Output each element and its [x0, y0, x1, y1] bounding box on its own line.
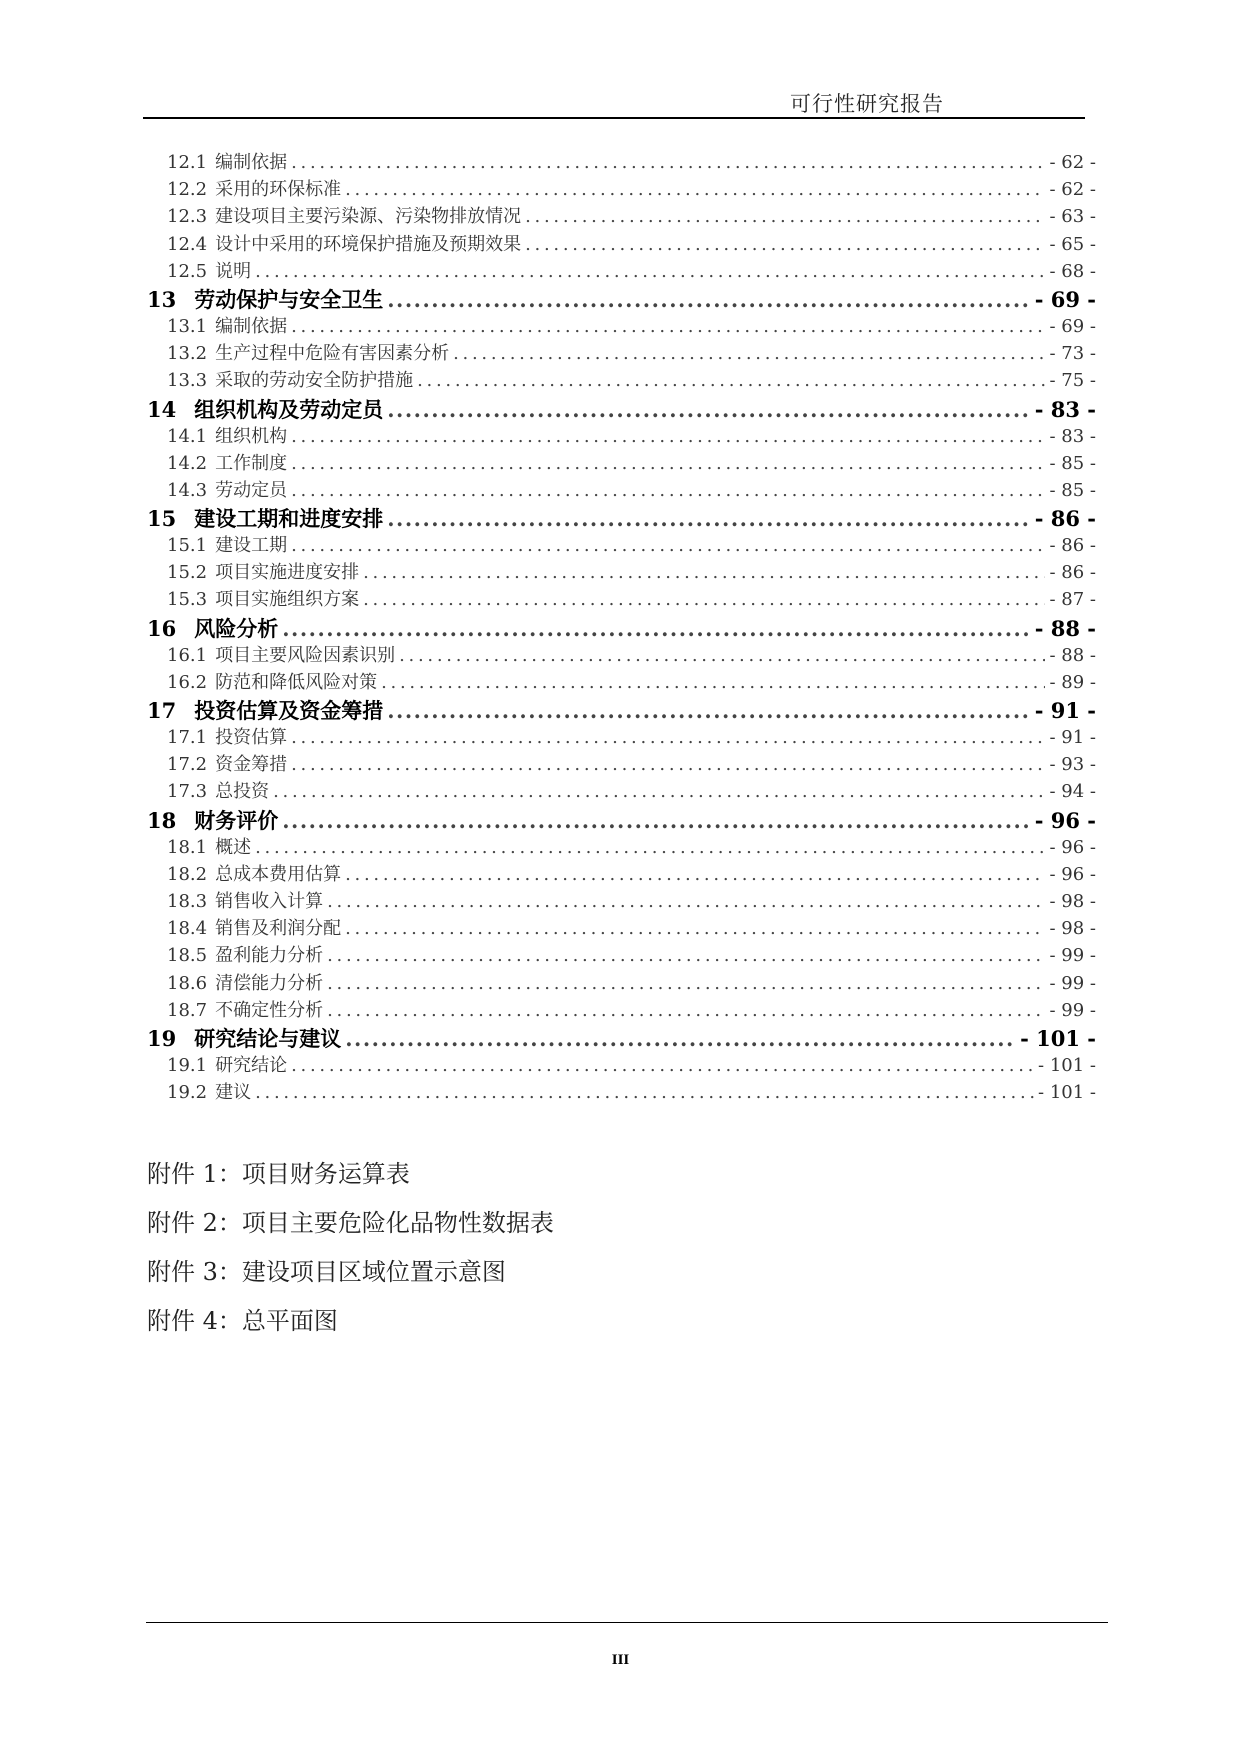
toc-entry-page: - 73 -	[1049, 343, 1096, 365]
toc-dot-leader	[381, 672, 1045, 693]
toc-entry-page: - 83 -	[1049, 425, 1096, 447]
toc-entry-label: 资金筹措	[215, 754, 288, 776]
toc-entry-label: 劳动定员	[215, 479, 288, 501]
toc-dot-leader	[387, 287, 1030, 312]
toc-entry-number: 16	[147, 615, 177, 641]
toc-entry-label: 财务评价	[194, 807, 279, 833]
toc-section-entry[interactable]	[147, 558, 1096, 585]
toc-entry-page: - 91 -	[1034, 698, 1096, 723]
attachment-item: 附件 1：项目财务运算表	[147, 1160, 410, 1188]
toc-entry-page: - 86 -	[1049, 535, 1096, 557]
toc-dot-leader	[291, 754, 1045, 775]
toc-dot-leader	[363, 589, 1045, 610]
toc-entry-page: - 83 -	[1034, 396, 1096, 422]
toc-entry-page: - 99 -	[1049, 999, 1096, 1021]
toc-entry-label: 编制依据	[215, 315, 288, 337]
toc-entry-number: 13	[147, 286, 177, 312]
toc-entry-page: - 69 -	[1049, 315, 1096, 337]
toc-entry-page: - 86 -	[1049, 562, 1096, 584]
toc-entry-page: - 68 -	[1049, 260, 1096, 282]
toc-dot-leader	[291, 152, 1045, 173]
toc-entry-number: 18.6	[167, 972, 208, 994]
toc-dot-leader	[387, 397, 1030, 422]
toc-dot-leader	[327, 973, 1045, 994]
toc-chapter-entry[interactable]	[147, 613, 1096, 641]
toc-entry-label: 总成本费用估算	[215, 863, 342, 885]
toc-entry-label: 劳动保护与安全卫生	[194, 286, 384, 312]
attachments-list	[147, 1150, 554, 1346]
toc-entry-number: 18.4	[167, 918, 208, 940]
toc-section-entry[interactable]	[147, 148, 1096, 175]
toc-dot-leader	[327, 945, 1045, 966]
toc-entry-label: 建设工期和进度安排	[194, 506, 384, 532]
toc-entry-number: 17.2	[167, 754, 208, 776]
toc-entry-label: 说明	[215, 260, 252, 282]
toc-entry-number: 18.7	[167, 999, 208, 1021]
toc-section-entry[interactable]	[147, 449, 1096, 476]
toc-entry-label: 风险分析	[194, 615, 279, 641]
toc-dot-leader	[345, 864, 1045, 885]
toc-entry-number: 12.1	[167, 152, 208, 173]
toc-dot-leader	[291, 453, 1045, 474]
toc-section-entry[interactable]	[147, 476, 1096, 503]
toc-entry-number: 15.1	[167, 535, 208, 557]
toc-section-entry[interactable]	[147, 422, 1096, 449]
toc-entry-page: - 85 -	[1049, 452, 1096, 474]
attachment-item: 附件 4：总平面图	[147, 1307, 338, 1335]
toc-entry-page: - 88 -	[1034, 615, 1096, 641]
toc-dot-leader	[291, 1055, 1034, 1076]
toc-entry-page: - 69 -	[1034, 286, 1096, 312]
toc-dot-leader	[345, 1026, 1016, 1051]
toc-section-entry[interactable]	[147, 531, 1096, 558]
toc-entry-page: - 101 -	[1038, 1082, 1096, 1104]
toc-section-entry[interactable]	[147, 257, 1096, 284]
toc-entry-number: 18.5	[167, 945, 208, 967]
toc-section-entry[interactable]	[147, 202, 1096, 229]
toc-section-entry[interactable]	[147, 585, 1096, 612]
toc-entry-page: - 101 -	[1038, 1054, 1096, 1076]
toc-section-entry[interactable]	[147, 887, 1096, 914]
toc-entry-page: - 65 -	[1049, 233, 1096, 255]
toc-entry-number: 19.1	[167, 1054, 208, 1076]
toc-entry-label: 盈利能力分析	[215, 945, 324, 967]
toc-section-entry[interactable]	[147, 750, 1096, 777]
toc-entry-number: 15	[147, 506, 177, 532]
toc-section-entry[interactable]	[147, 641, 1096, 668]
toc-entry-number: 14	[147, 396, 177, 422]
toc-entry-label: 采取的劳动安全防护措施	[215, 370, 414, 392]
toc-entry-page: - 98 -	[1049, 918, 1096, 940]
toc-entry-label: 概述	[215, 836, 252, 858]
toc-entry-label: 项目主要风险因素识别	[215, 644, 396, 666]
toc-entry-page: - 63 -	[1049, 206, 1096, 228]
toc-entry-page: - 91 -	[1049, 727, 1096, 748]
toc-entry-label: 建设工期	[215, 535, 288, 557]
toc-entry-page: - 101 -	[1020, 1025, 1096, 1051]
toc-entry-page: - 94 -	[1049, 781, 1096, 803]
toc-chapter-entry[interactable]	[147, 1023, 1096, 1051]
toc-entry-page: - 75 -	[1049, 370, 1096, 392]
toc-dot-leader	[282, 808, 1030, 833]
toc-entry-number: 19	[147, 1025, 177, 1051]
toc-entry-label: 组织机构及劳动定员	[194, 396, 384, 422]
toc-entry-label: 组织机构	[215, 425, 288, 447]
toc-section-entry[interactable]	[147, 366, 1096, 393]
toc-entry-page: - 96 -	[1049, 836, 1096, 858]
toc-entry-label: 项目实施进度安排	[215, 562, 360, 584]
toc-entry-page: - 87 -	[1049, 589, 1096, 611]
toc-dot-leader	[345, 179, 1045, 200]
toc-entry-label: 清偿能力分析	[215, 972, 324, 994]
toc-entry-page: - 85 -	[1049, 479, 1096, 501]
toc-entry-page: - 89 -	[1049, 671, 1096, 693]
toc-entry-number: 13.2	[167, 343, 208, 365]
toc-entry-page: - 98 -	[1049, 890, 1096, 912]
toc-entry-number: 14.2	[167, 452, 208, 474]
toc-entry-label: 总投资	[215, 781, 270, 803]
toc-section-entry[interactable]	[147, 777, 1096, 804]
toc-entry-page: - 86 -	[1034, 506, 1096, 532]
toc-entry-label: 采用的环保标准	[215, 179, 342, 201]
toc-entry-number: 12.5	[167, 260, 208, 282]
toc-entry-label: 投资估算及资金筹措	[194, 698, 384, 723]
toc-section-entry[interactable]	[147, 941, 1096, 968]
toc-section-entry[interactable]	[147, 230, 1096, 257]
toc-section-entry[interactable]	[147, 175, 1096, 202]
attachment-item: 附件 3：建设项目区域位置示意图	[147, 1258, 506, 1286]
toc-section-entry[interactable]	[147, 914, 1096, 941]
toc-entry-number: 12.3	[167, 206, 208, 228]
toc-dot-leader	[453, 343, 1045, 364]
toc-entry-page: - 93 -	[1049, 754, 1096, 776]
toc-section-entry[interactable]	[147, 723, 1096, 750]
toc-dot-leader	[255, 1082, 1034, 1103]
toc-dot-leader	[291, 535, 1045, 556]
header-title: 可行性研究报告	[790, 92, 944, 116]
toc-dot-leader	[327, 1000, 1045, 1021]
toc-dot-leader	[417, 370, 1045, 391]
page-number: III	[611, 1652, 630, 1668]
toc-dot-leader	[273, 781, 1045, 802]
table-of-contents	[147, 148, 1096, 1105]
toc-entry-number: 16.2	[167, 671, 208, 693]
toc-chapter-entry[interactable]	[147, 695, 1096, 723]
toc-entry-label: 工作制度	[215, 452, 288, 474]
toc-entry-label: 生产过程中危险有害因素分析	[215, 343, 450, 365]
toc-section-entry[interactable]	[147, 312, 1096, 339]
toc-entry-page: - 62 -	[1049, 152, 1096, 173]
toc-entry-number: 19.2	[167, 1082, 208, 1104]
toc-entry-number: 18.2	[167, 863, 208, 885]
toc-chapter-entry[interactable]	[147, 284, 1096, 312]
toc-section-entry[interactable]	[147, 833, 1096, 860]
toc-entry-number: 12.2	[167, 179, 208, 201]
toc-entry-label: 投资估算	[215, 727, 288, 748]
toc-section-entry[interactable]	[147, 339, 1096, 366]
toc-entry-label: 建议	[215, 1082, 252, 1104]
footer-rule	[146, 1622, 1108, 1623]
toc-dot-leader	[525, 234, 1045, 255]
toc-entry-page: - 96 -	[1034, 807, 1096, 833]
toc-section-entry[interactable]	[147, 996, 1096, 1023]
toc-entry-label: 销售收入计算	[215, 890, 324, 912]
toc-entry-number: 14.3	[167, 479, 208, 501]
toc-dot-leader	[387, 506, 1030, 531]
toc-entry-label: 研究结论与建议	[194, 1025, 342, 1051]
toc-entry-label: 防范和降低风险对策	[215, 671, 378, 693]
toc-entry-number: 14.1	[167, 425, 208, 447]
toc-dot-leader	[363, 562, 1045, 583]
attachment-item: 附件 2：项目主要危险化品物性数据表	[147, 1209, 554, 1237]
toc-entry-label: 不确定性分析	[215, 999, 324, 1021]
toc-entry-number: 16.1	[167, 644, 208, 666]
toc-entry-number: 18	[147, 807, 177, 833]
toc-entry-label: 建设项目主要污染源、污染物排放情况	[215, 206, 522, 228]
toc-dot-leader	[291, 426, 1045, 447]
toc-dot-leader	[291, 316, 1045, 337]
toc-entry-label: 销售及利润分配	[215, 918, 342, 940]
toc-entry-page: - 62 -	[1049, 179, 1096, 201]
toc-entry-number: 17.1	[167, 727, 208, 748]
toc-section-entry[interactable]	[147, 1078, 1096, 1105]
toc-entry-number: 15.3	[167, 589, 208, 611]
toc-entry-label: 设计中采用的环境保护措施及预期效果	[215, 233, 522, 255]
toc-entry-number: 13.1	[167, 315, 208, 337]
toc-entry-label: 项目实施组织方案	[215, 589, 360, 611]
header-rule	[143, 117, 1085, 119]
toc-dot-leader	[525, 206, 1045, 227]
toc-entry-number: 13.3	[167, 370, 208, 392]
toc-entry-number: 17	[147, 698, 177, 723]
toc-entry-page: - 96 -	[1049, 863, 1096, 885]
toc-dot-leader	[327, 891, 1045, 912]
toc-entry-number: 15.2	[167, 562, 208, 584]
toc-entry-number: 17.3	[167, 781, 208, 803]
toc-dot-leader	[399, 645, 1045, 666]
toc-entry-label: 编制依据	[215, 152, 288, 173]
toc-entry-page: - 88 -	[1049, 644, 1096, 666]
toc-entry-number: 18.3	[167, 890, 208, 912]
toc-dot-leader	[282, 616, 1030, 641]
toc-entry-number: 12.4	[167, 233, 208, 255]
toc-chapter-entry[interactable]	[147, 805, 1096, 833]
toc-dot-leader	[387, 698, 1030, 723]
toc-section-entry[interactable]	[147, 1051, 1096, 1078]
toc-chapter-entry[interactable]	[147, 394, 1096, 422]
toc-section-entry[interactable]	[147, 860, 1096, 887]
toc-entry-page: - 99 -	[1049, 972, 1096, 994]
toc-dot-leader	[255, 837, 1045, 858]
toc-chapter-entry[interactable]	[147, 503, 1096, 531]
toc-dot-leader	[345, 918, 1045, 939]
toc-entry-label: 研究结论	[215, 1054, 288, 1076]
toc-dot-leader	[291, 727, 1045, 748]
toc-dot-leader	[255, 261, 1045, 282]
toc-section-entry[interactable]	[147, 668, 1096, 695]
toc-dot-leader	[291, 480, 1045, 501]
toc-entry-page: - 99 -	[1049, 945, 1096, 967]
toc-section-entry[interactable]	[147, 969, 1096, 996]
toc-entry-number: 18.1	[167, 836, 208, 858]
